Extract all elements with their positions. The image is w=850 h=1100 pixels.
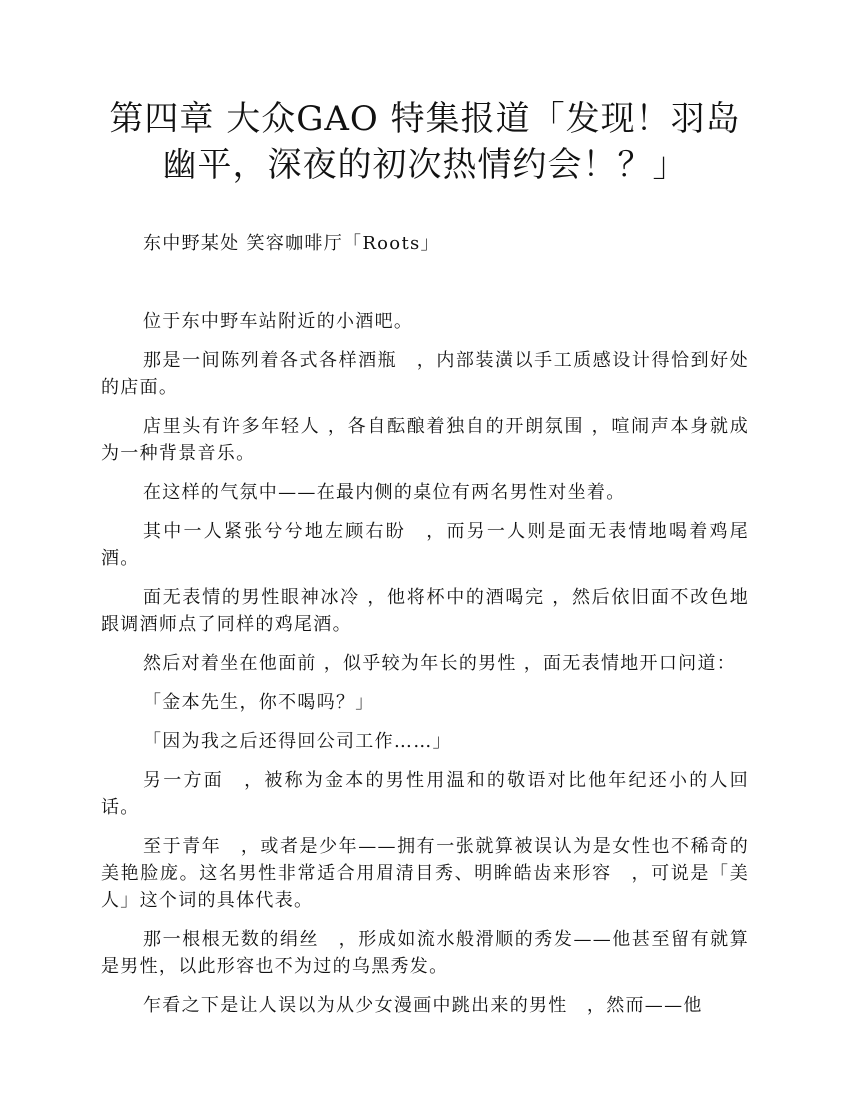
paragraph: 那是一间陈列着各式各样酒瓶 ，内部装潢以手工质感设计得恰到好处的店面。 [101,350,749,398]
paragraph: 店里头有许多年轻人 ，各自酝酿着独自的开朗氛围 ，喧闹声本身就成为一种背景音乐。 [101,416,749,464]
dialogue-line: 「因为我之后还得回公司工作……」 [143,731,452,752]
body-text [101,230,749,1031]
paragraph: 在这样的气氛中——在最内侧的桌位有两名男性对坐着。 [143,482,626,503]
paragraph: 位于东中野车站附近的小酒吧。 [143,311,414,332]
paragraph: 另一方面 ，被称为金本的男性用温和的敬语对比他年纪还小的人回话。 [101,770,749,818]
paragraph: 那一根根无数的绢丝 ，形成如流水般滑顺的秀发——他甚至留有就算是男性，以此形容也不为过的乌黑秀发。 [101,929,749,977]
paragraph: 然后对着坐在他面前 ，似乎较为年长的男性 ，面无表情地开口问道： [143,653,737,674]
paragraph: 乍看之下是让人误以为从少女漫画中跳出来的男性 ，然而——他 [143,995,703,1016]
paragraph: 面无表情的男性眼神冰冷 ，他将杯中的酒喝完 ，然后依旧面不改色地跟调酒师点了同样的鸡尾酒。 [101,587,749,635]
chapter-title: 第四章 大众GAO 特集报道「发现！羽岛幽平，深夜的初次热情约会！？」 [109,99,741,185]
location-line: 东中野某处 笑容咖啡厅「Roots」 [143,233,440,254]
dialogue-line: 「金本先生，你不喝吗？」 [143,692,375,713]
paragraph: 至于青年 ，或者是少年——拥有一张就算被误认为是女性也不稀奇的美艳脸庞。这名男性非常适合用眉清目秀、明眸皓齿来形容 ，可说是「美人」这个词的具体代表。 [101,836,749,911]
paragraph: 其中一人紧张兮兮地左顾右盼 ，而另一人则是面无表情地喝着鸡尾酒。 [101,521,749,569]
